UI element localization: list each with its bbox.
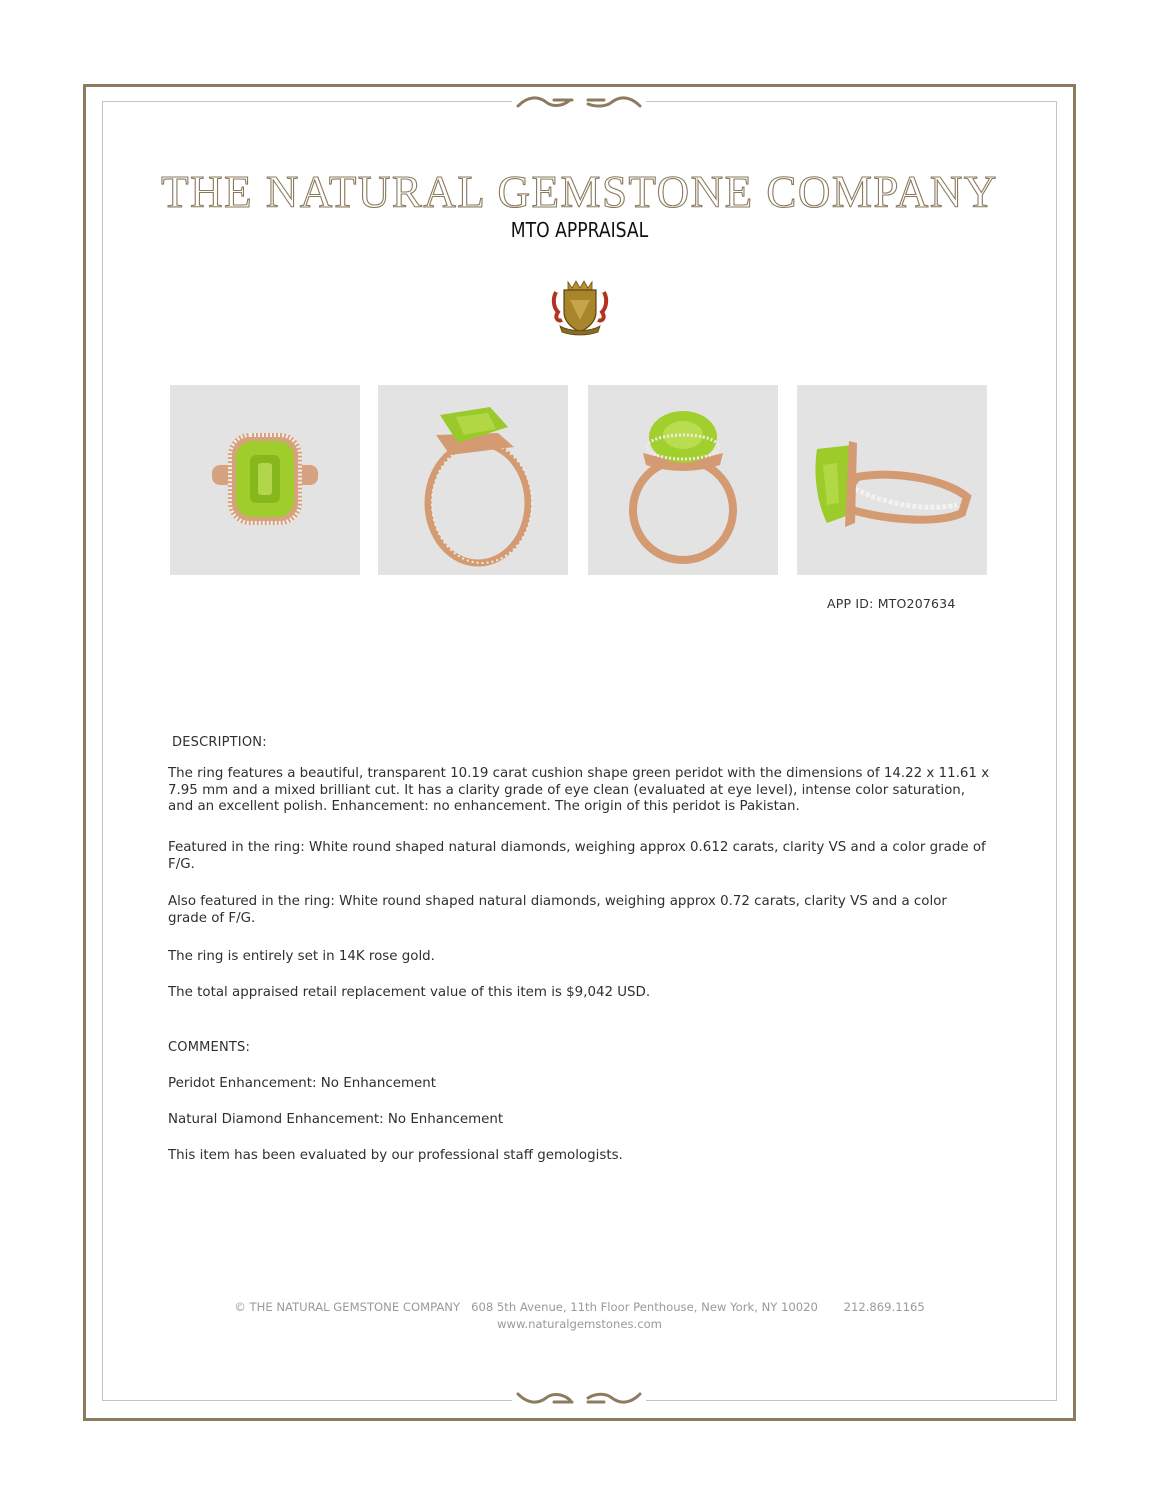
ring-photo-angled-view[interactable] — [378, 385, 568, 575]
footer-contact-line — [0, 1300, 1159, 1314]
footer-phone: 212.869.1165 — [843, 1300, 925, 1314]
ring-photo-gallery — [170, 385, 990, 575]
comment-peridot-enhancement: Peridot Enhancement: No Enhancement — [168, 1076, 436, 1091]
heraldic-crest-icon — [548, 276, 612, 340]
description-paragraph-diamonds: Featured in the ring: White round shaped natural diamonds, weighing approx 0.612 carats, clarity VS and a color grade of F/G. — [168, 840, 986, 872]
description-paragraph-more-diamonds: Also featured in the ring: White round shaped natural diamonds, weighing approx 0.72 carats, clarity VS and a color grade of F/G. — [168, 894, 947, 926]
footer-website-link[interactable]: www.naturalgemstones.com — [497, 1317, 662, 1331]
comment-diamond-enhancement: Natural Diamond Enhancement: No Enhancement — [168, 1112, 504, 1127]
description-paragraph-appraised-value: The total appraised retail replacement value of this item is $9,042 USD. — [168, 985, 651, 1000]
app-id-label: APP ID: MTO207634 — [827, 596, 956, 611]
comments-heading: COMMENTS: — [168, 1040, 251, 1055]
ring-photo-front-view[interactable] — [588, 385, 778, 575]
description-heading: DESCRIPTION: — [172, 735, 267, 750]
flourish-ornament-icon — [512, 1388, 646, 1410]
flourish-ornament-icon — [512, 90, 646, 112]
footer-address: 608 5th Avenue, 11th Floor Penthouse, New York, NY 10020 — [471, 1300, 818, 1314]
ring-photo-side-view[interactable] — [797, 385, 987, 575]
description-paragraph-gemstone: The ring features a beautiful, transparent 10.19 carat cushion shape green peridot with the dimensions of 14.22 x 11.61 x 7.95 mm and a mixed brilliant cut. It has a clarity grade of eye clean (evaluated at eye level), intense color saturation, and an excellent polish. Enhancement: no enhancement. The origin of this peridot is Pakistan. — [168, 766, 990, 814]
comment-gemologist-evaluation: This item has been evaluated by our professional staff gemologists. — [168, 1148, 623, 1163]
footer-copyright: © THE NATURAL GEMSTONE COMPANY — [234, 1300, 461, 1314]
description-paragraph-metal: The ring is entirely set in 14K rose gold. — [168, 949, 435, 964]
document-title: MTO APPRAISAL — [510, 218, 649, 242]
company-name-heading: THE NATURAL GEMSTONE COMPANY — [161, 167, 998, 217]
ring-photo-top-view[interactable] — [170, 385, 360, 575]
